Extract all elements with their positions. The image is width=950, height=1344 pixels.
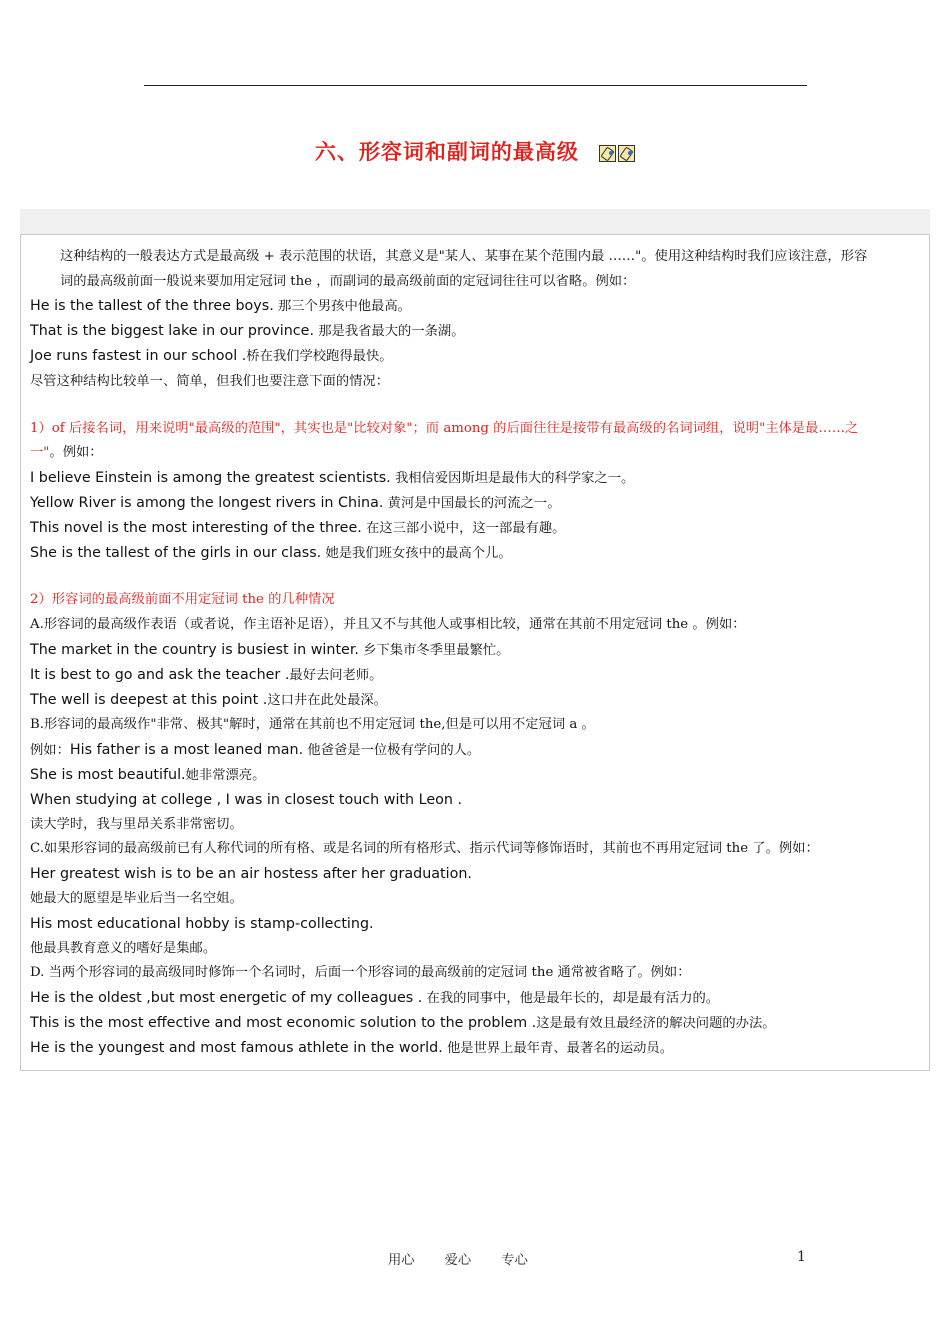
pencil-icon: [618, 145, 635, 162]
example-line: The market in the country is busiest in winter. 乡下集市冬季里最繁忙。: [30, 642, 510, 658]
rule-a: A.形容词的最高级作表语（或者说，作主语补足语），并且又不与其他人或事相比较，通常在其前不用定冠词 the 。例如：: [30, 617, 746, 632]
section1-heading-line-1: 1）of 后接名词，用来说明"最高级的范围"，其实也是"比较对象"；而 among 的后面往往是接带有最高级的名词词组，说明"主体是最……之: [30, 421, 859, 436]
example-line: She is the tallest of the girls in our class. 她是我们班女孩中的最高个儿。: [30, 545, 512, 561]
example-line: Her greatest wish is to be an air hostess after her graduation.: [30, 866, 472, 882]
rule-d: D. 当两个形容词的最高级同时修饰一个名词时，后面一个形容词的最高级前的定冠词 the 通常被省略了。例如：: [30, 965, 691, 980]
example-line: When studying at college , I was in closest touch with Leon .: [30, 792, 463, 808]
rule-b: B.形容词的最高级作"非常、极其"解时，通常在其前也不用定冠词 the,但是可以用不定冠词 a 。: [30, 717, 595, 732]
section1-heading-line-2: 一"。例如：: [30, 445, 103, 460]
footer-word: 用心: [388, 1253, 415, 1268]
example-line: This novel is the most interesting of the three. 在这三部小说中，这一部最有趣。: [30, 520, 566, 536]
pencil-icon: [599, 145, 616, 162]
example-line: The well is deepest at this point .这口井在此处最深。: [30, 692, 387, 708]
footer-word: 专心: [501, 1253, 528, 1268]
title-icons: [597, 142, 635, 167]
example-line: Joe runs fastest in our school .桥在我们学校跑得最快。: [30, 348, 393, 364]
example-line: Yellow River is among the longest rivers in China. 黄河是中国最长的河流之一。: [30, 495, 561, 511]
example-line: She is most beautiful.她非常漂亮。: [30, 767, 266, 783]
example-line: He is the oldest ,but most energetic of my colleagues . 在我的同事中，他是最年长的，却是最有活力的。: [30, 990, 720, 1006]
intro-line-1: 这种结构的一般表达方式是最高级 + 表示范围的状语，其意义是"某人、某事在某个范围内最 ……"。使用这种结构时我们应该注意，形容: [60, 249, 868, 264]
note-line: 尽管这种结构比较单一、简单，但我们也要注意下面的情况：: [30, 374, 390, 389]
intro-line-2: 词的最高级前面一般说来要加用定冠词 the ，而副词的最高级前面的定冠词往往可以省略。例如：: [60, 274, 636, 289]
example-line: This is the most effective and most economic solution to the problem .这是最有效且最经济的解决问题的办法。: [30, 1015, 776, 1031]
section-band: [20, 209, 930, 234]
page-title: [0, 136, 950, 167]
translation-line: 读大学时，我与里昂关系非常密切。: [30, 817, 243, 832]
page-title-text: 六、形容词和副词的最高级: [314, 139, 579, 164]
header-rule: [144, 85, 807, 86]
example-line: He is the youngest and most famous athlete in the world. 他是世界上最年青、最著名的运动员。: [30, 1040, 674, 1056]
example-line: He is the tallest of the three boys. 那三个男孩中他最高。: [30, 298, 411, 314]
page-number: 1: [797, 1249, 806, 1265]
footer: [388, 1249, 558, 1268]
example-line: It is best to go and ask the teacher .最好去问老师。: [30, 667, 383, 683]
example-line: That is the biggest lake in our province. 那是我省最大的一条湖。: [30, 323, 465, 339]
footer-word: 爱心: [444, 1253, 472, 1268]
example-line: His most educational hobby is stamp-collecting.: [30, 916, 374, 932]
rule-c: C.如果形容词的最高级前已有人称代词的所有格、或是名词的所有格形式、指示代词等修饰语时，其前也不再用定冠词 the 了。例如：: [30, 841, 819, 856]
translation-line: 她最大的愿望是毕业后当一名空姐。: [30, 891, 243, 906]
example-line: 例如：His father is a most leaned man. 他爸爸是一位极有学问的人。: [30, 742, 481, 758]
translation-line: 他最具教育意义的嗜好是集邮。: [30, 941, 217, 956]
section2-heading: 2）形容词的最高级前面不用定冠词 the 的几种情况: [30, 592, 335, 607]
example-line: I believe Einstein is among the greatest scientists. 我相信爱因斯坦是最伟大的科学家之一。: [30, 470, 635, 486]
